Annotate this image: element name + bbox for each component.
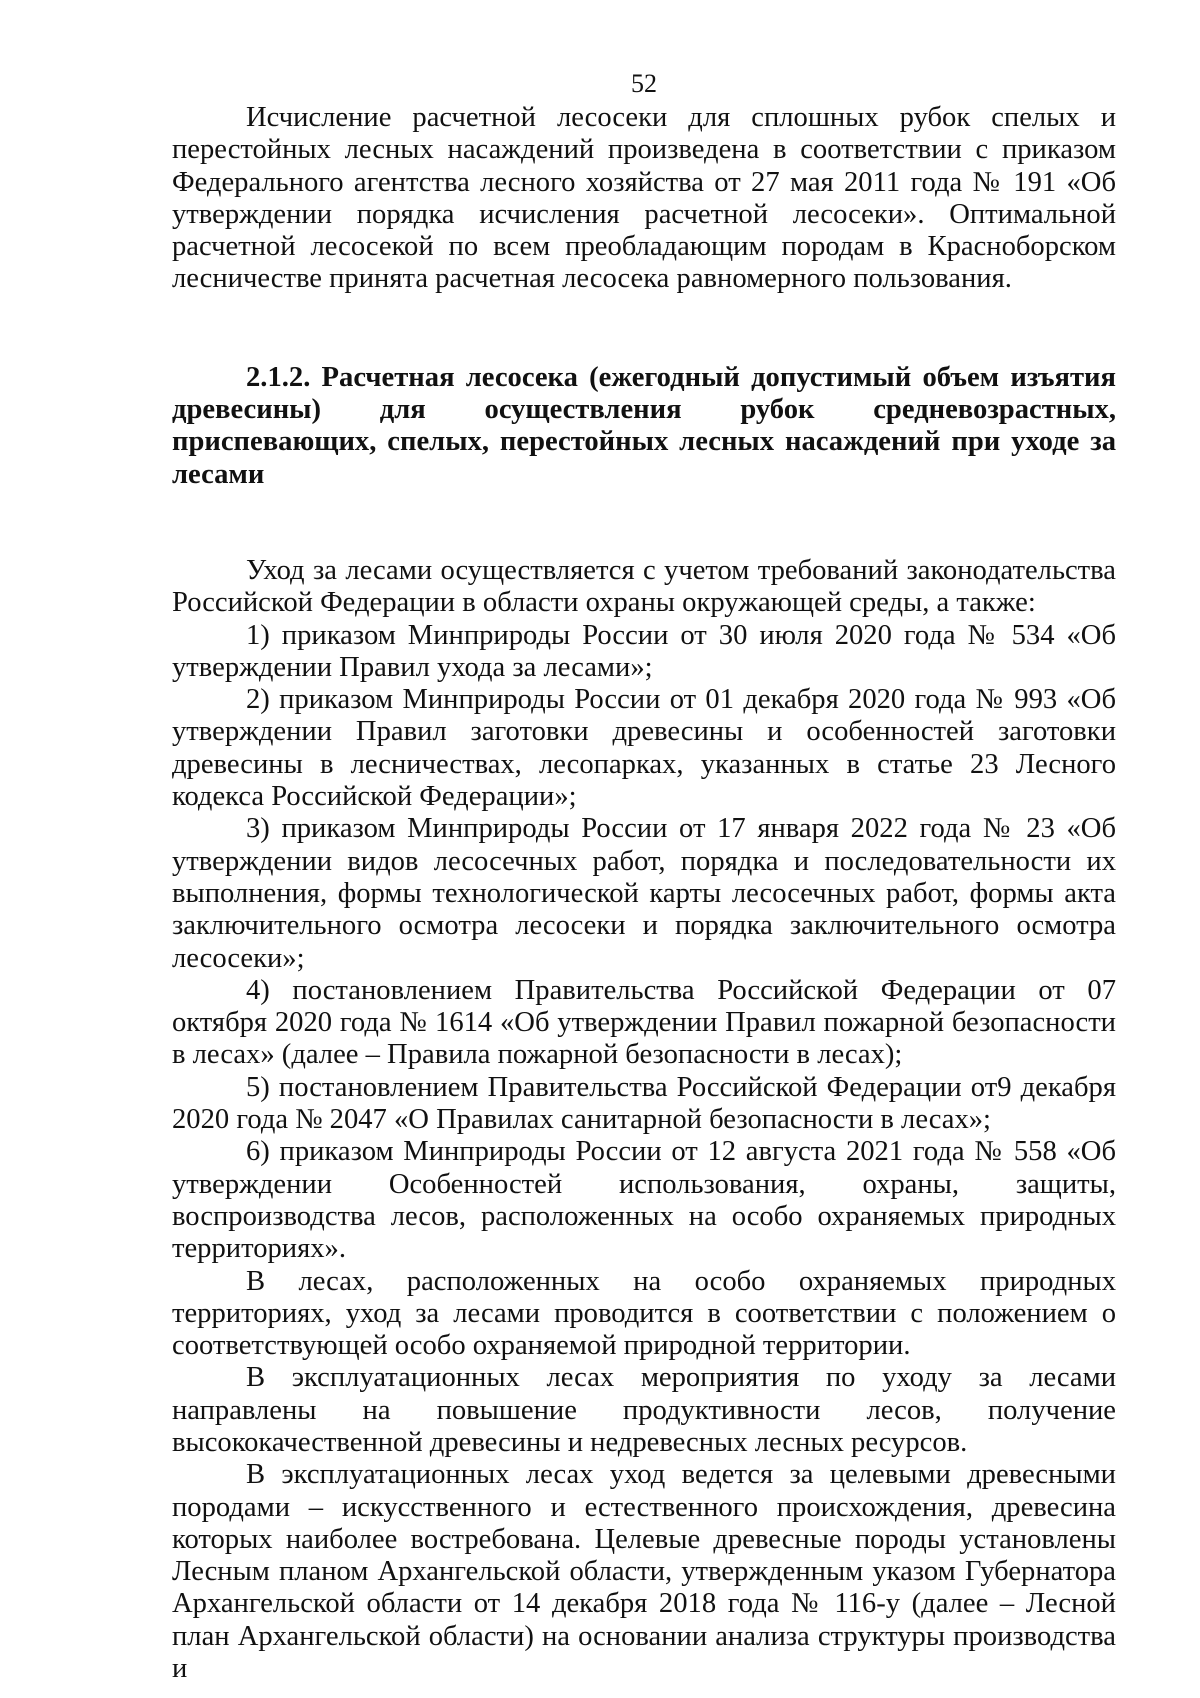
list-item-5: 5) постановлением Правительства Российской Федерации от9 декабря 2020 года № 2047 «О Правилах санитарной безопасности в лесах»;: [172, 1071, 1116, 1136]
body-paragraph: В лесах, расположенных на особо охраняемых природных территориях, уход за лесами проводится в соответствии с положением о соответствующей особо охраняемой природной территории.: [172, 1265, 1116, 1362]
page-number: 52: [631, 69, 657, 98]
list-item-4: 4) постановлением Правительства Российской Федерации от 07 октября 2020 года № 1614 «Об утверждении Правил пожарной безопасности в лесах» (далее – Правила пожарной безопасности в лесах);: [172, 974, 1116, 1071]
section-heading: 2.1.2. Расчетная лесосека (ежегодный допустимый объем изъятия древесины) для осуществления рубок средневозрастных, приспевающих, спелых, перестойных лесных насаждений при уходе за лесами: [172, 361, 1116, 490]
body-paragraph: Уход за лесами осуществляется с учетом требований законодательства Российской Федерации в области охраны окружающей среды, а также:: [172, 554, 1116, 619]
list-item-3: 3) приказом Минприроды России от 17 января 2022 года № 23 «Об утверждении видов лесосечных работ, порядка и последовательности их выполнения, формы технологической карты лесосечных работ, формы акта заключительного осмотра лесосеки и порядка заключительного осмотра лесосеки»;: [172, 813, 1116, 974]
list-item-2: 2) приказом Минприроды России от 01 декабря 2020 года № 993 «Об утверждении Правил заготовки древесины и особенностей заготовки древесины в лесничествах, лесопарках, указанных в статье 23 Лесного кодекса Российской Федерации»;: [172, 684, 1116, 813]
body-paragraph: В эксплуатационных лесах мероприятия по уходу за лесами направлены на повышение продуктивности лесов, получение высококачественной древесины и недревесных лесных ресурсов.: [172, 1362, 1116, 1458]
body-paragraph: В эксплуатационных лесах уход ведется за целевыми древесными породами – искусственного и естественного происхождения, древесина которых наиболее востребована. Целевые древесные породы установлены Лесным планом Архангельской области, утвержденным указом Губернатора Архангельской области от 14 декабря 2018 года № 116-у (далее – Лесной план Архангельской области) на основании анализа структуры производства и: [172, 1459, 1116, 1685]
document-page: [172, 68, 1116, 1685]
intro-paragraph: Исчисление расчетной лесосеки для сплошных рубок спелых и перестойных лесных насаждений произведена в соответствии с приказом Федерального агентства лесного хозяйства от 27 мая 2011 года № 191 «Об утверждении порядка исчисления расчетной лесосеки». Оптимальной расчетной лесосекой по всем преобладающим породам в Красноборском лесничестве принята расчетная лесосека равномерного пользования.: [172, 102, 1116, 295]
list-item-6: 6) приказом Минприроды России от 12 августа 2021 года № 558 «Об утверждении Особенностей использования, охраны, защиты, воспроизводства лесов, расположенных на особо охраняемых природных территориях».: [172, 1136, 1116, 1265]
list-item-1: 1) приказом Минприроды России от 30 июля 2020 года № 534 «Об утверждении Правил ухода за лесами»;: [172, 619, 1116, 683]
